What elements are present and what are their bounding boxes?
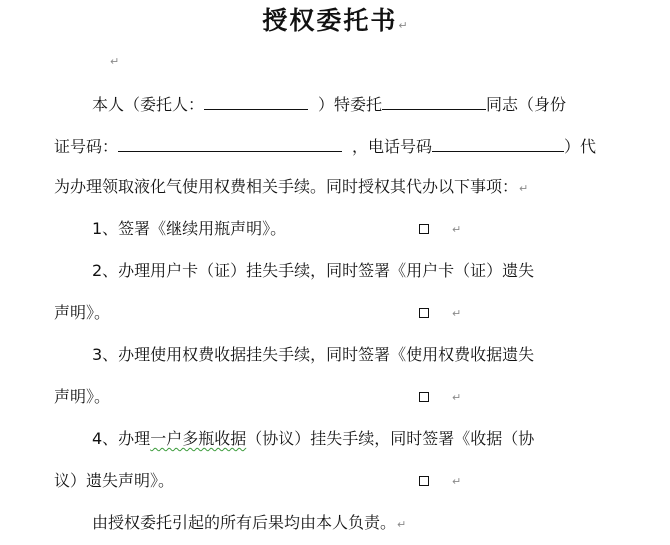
item-3-line-1 (92, 344, 534, 366)
closing-text: 由授权委托引起的所有后果均由本人负责。 (92, 513, 397, 532)
item-1-checkbox[interactable] (419, 224, 429, 234)
title-text: 授权委托书 (262, 6, 398, 35)
item-text-spellcheck: 一户多瓶收据 (150, 429, 247, 448)
intro-text: 为办理领取液化气使用权费相关手续。同时授权其代办以下事项： (54, 177, 519, 196)
closing-line (92, 512, 406, 536)
intro-text: ，电话号码 (352, 137, 433, 156)
paragraph-mark-icon: ↵ (110, 55, 120, 68)
intro-text: 证号码： (54, 137, 119, 156)
item-2-line-1 (92, 260, 534, 282)
item-4-line-2 (54, 470, 174, 492)
item-4-checkbox[interactable] (419, 476, 429, 486)
item-2-line-2 (54, 302, 110, 324)
item-text: 3、办理使用权费收据挂失手续，同时签署《使用权费收据遗失 (92, 345, 535, 364)
item-1-line-1 (92, 218, 286, 240)
item-text: 4、办理 (92, 429, 151, 448)
paragraph-mark-icon: ↵ (519, 182, 529, 195)
item-4-line-1 (92, 428, 534, 450)
intro-line-2 (54, 134, 596, 158)
id-number-blank[interactable] (118, 134, 342, 152)
document-title (0, 4, 670, 43)
item-text: 2、办理用户卡（证）挂失手续，同时签署《用户卡（证）遗失 (92, 261, 535, 280)
intro-text: ）代 (564, 137, 597, 156)
item-text: 1、签署《继续用瓶声明》。 (92, 219, 287, 238)
paragraph-mark-icon: ↵ (398, 19, 408, 32)
paragraph-mark-icon: ↵ (452, 307, 462, 320)
paragraph-mark-icon: ↵ (397, 518, 407, 531)
intro-text: 本人（委托人： (92, 95, 205, 114)
item-3-checkbox[interactable] (419, 392, 429, 402)
phone-number-blank[interactable] (432, 134, 564, 152)
item-text: 议）遗失声明》。 (54, 471, 175, 490)
intro-line-3 (54, 176, 528, 200)
paragraph-mark-icon: ↵ (452, 391, 462, 404)
intro-text: 同志（身份 (486, 95, 567, 114)
principal-name-blank[interactable] (204, 92, 308, 110)
item-text: （协议）挂失手续，同时签署《收据（协 (246, 429, 535, 448)
intro-line-1 (92, 92, 566, 116)
item-2-checkbox[interactable] (419, 308, 429, 318)
agent-name-blank[interactable] (382, 92, 486, 110)
paragraph-mark-icon: ↵ (452, 223, 462, 236)
paragraph-mark-icon: ↵ (452, 475, 462, 488)
item-text: 声明》。 (54, 303, 111, 322)
item-3-line-2 (54, 386, 110, 408)
intro-text: ）特委托 (318, 95, 383, 114)
item-text: 声明》。 (54, 387, 111, 406)
